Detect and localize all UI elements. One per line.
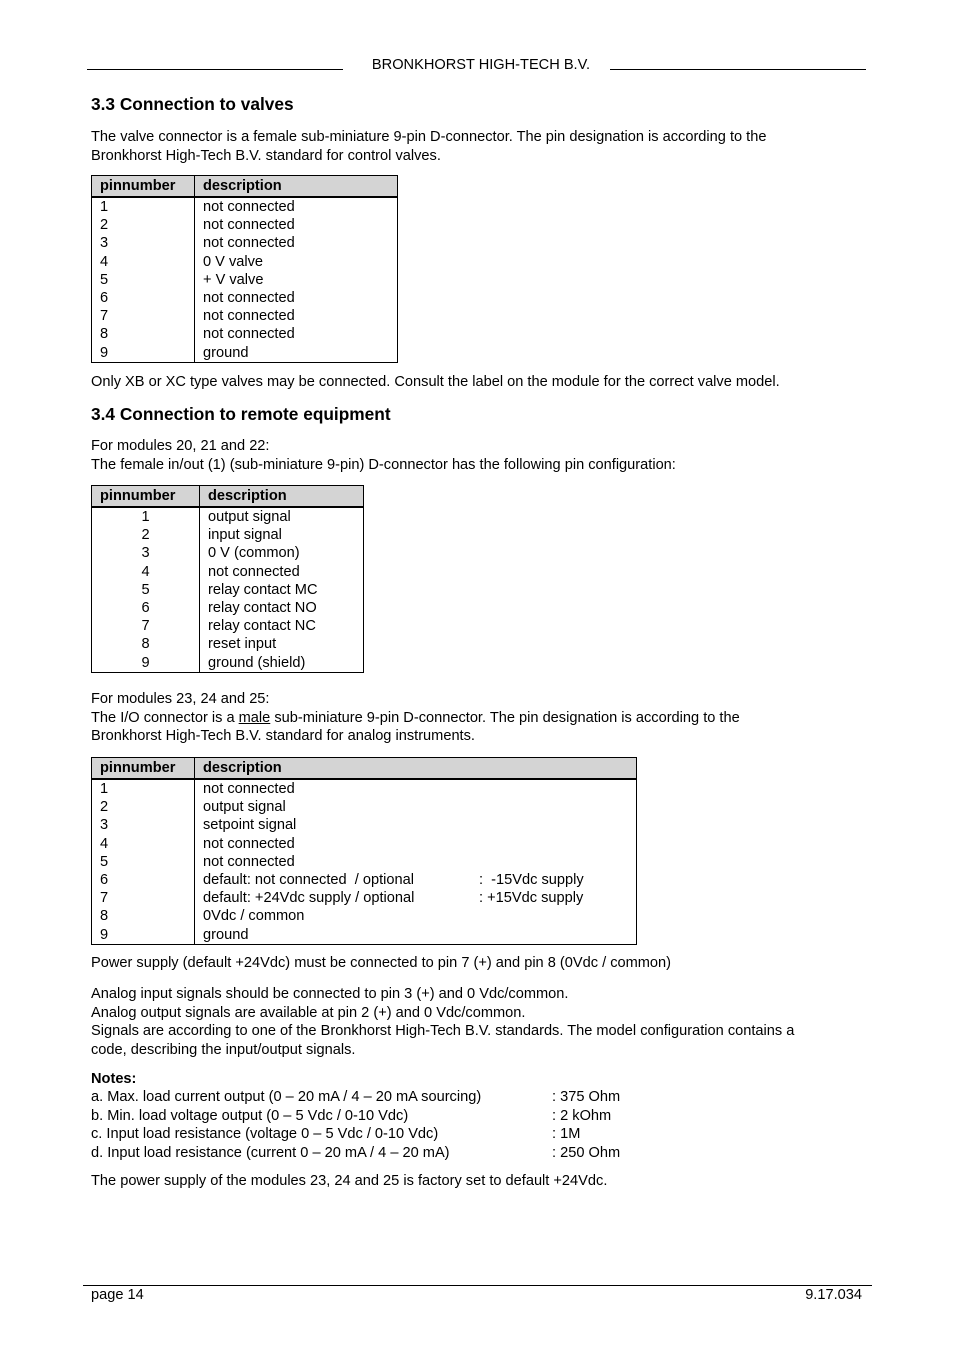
pin-cell: 6 (92, 599, 200, 617)
desc-cell: output signal (208, 509, 291, 525)
note-item (91, 1088, 691, 1106)
table-row (92, 197, 398, 216)
pin-cell: 3 (92, 544, 200, 562)
desc-cell (195, 926, 637, 945)
intro-line: The female in/out (1) (sub-miniature 9-pin) D-connector has the following pin configuration: (91, 456, 676, 473)
note-value: : 250 Ohm (552, 1144, 621, 1161)
desc-cell: not connected (203, 308, 295, 325)
male-emphasis: male (238, 709, 271, 726)
note-value: : 2 kOhm (552, 1107, 612, 1124)
note-value: : 375 Ohm (552, 1089, 621, 1106)
desc-text: not connected (203, 835, 295, 852)
table-row (92, 526, 364, 544)
pin-cell: 6 (92, 871, 195, 889)
table-header-row (92, 176, 398, 198)
table-row (92, 871, 637, 889)
intro-line: For modules 23, 24 and 25: (91, 691, 270, 707)
pin-cell: 4 (92, 253, 195, 271)
col-pinnumber: pinnumber (92, 758, 195, 780)
pin-cell: 2 (92, 798, 195, 816)
desc-cell (195, 779, 637, 798)
table-row (92, 635, 364, 653)
desc-text: setpoint signal (203, 817, 297, 834)
intro-line (91, 709, 740, 728)
intro-line: For modules 20, 21 and 22: (91, 438, 270, 454)
desc-cell: relay contact NO (208, 600, 317, 617)
modules-b-intro (91, 690, 740, 746)
desc-text: not connected (203, 781, 295, 797)
note-item (91, 1144, 691, 1162)
power-supply-note: Power supply (default +24Vdc) must be connected to pin 7 (+) and pin 8 (0Vdc / common) (91, 955, 672, 971)
table-row (92, 544, 364, 562)
header-company: BRONKHORST HIGH-TECH B.V. (371, 57, 591, 73)
pin-cell: 1 (92, 507, 200, 526)
desc-cell (195, 853, 637, 871)
pin-cell: 2 (92, 526, 200, 544)
signals-line: Analog output signals are available at pin 2 (+) and 0 Vdc/common. (91, 1004, 526, 1021)
note-label: b. Min. load voltage output (0 – 5 Vdc / 0-10 Vdc) (91, 1107, 409, 1124)
table-row (92, 253, 398, 271)
pin-cell: 9 (92, 344, 195, 363)
pin-cell: 9 (92, 926, 195, 945)
desc-cell (195, 907, 637, 925)
table-row (92, 798, 637, 816)
intro-line: The valve connector is a female sub-miniature 9-pin D-connector. The pin designation is according to the (91, 129, 767, 145)
col-description: description (195, 758, 637, 780)
table-row (92, 325, 398, 343)
pin-cell: 9 (92, 654, 200, 673)
desc-cell (195, 816, 637, 834)
desc-cell: reset input (208, 636, 277, 653)
desc-cell: 0 V valve (203, 253, 264, 270)
desc-cell: 0 V (common) (208, 545, 300, 562)
signals-paragraph (91, 985, 794, 1059)
table-row (92, 307, 398, 325)
desc-text: ground (203, 926, 249, 943)
desc-cell: not connected (203, 235, 295, 252)
pin-cell: 8 (92, 325, 195, 343)
pin-cell: 2 (92, 216, 195, 234)
remote-pin-table-a (91, 485, 364, 673)
table-row (92, 926, 637, 945)
pin-cell: 4 (92, 835, 195, 853)
table-row (92, 581, 364, 599)
pin-cell: 6 (92, 289, 195, 307)
table-row (92, 889, 637, 907)
table-row (92, 617, 364, 635)
table-row (92, 779, 637, 798)
desc-cell: not connected (203, 290, 295, 307)
optional-supply: : +15Vdc supply (479, 890, 584, 907)
note-item (91, 1125, 691, 1143)
desc-text: output signal (203, 799, 286, 816)
intro-text: The I/O connector is a (91, 709, 239, 726)
desc-cell (195, 871, 637, 889)
notes-block (91, 1070, 731, 1160)
intro-line: Bronkhorst High-Tech B.V. standard for analog instruments. (91, 728, 475, 744)
desc-text: 0Vdc / common (203, 908, 305, 925)
pin-cell: 8 (92, 635, 200, 653)
table-row (92, 216, 398, 234)
pin-cell: 4 (92, 563, 200, 581)
remote-pin-table-b (91, 757, 637, 945)
intro-text: sub-miniature 9-pin D-connector. The pin designation is according to the (270, 709, 740, 726)
pin-cell: 5 (92, 853, 195, 871)
note-label: a. Max. load current output (0 – 20 mA / 4 – 20 mA sourcing) (91, 1089, 482, 1106)
pin-cell: 1 (92, 779, 195, 798)
desc-cell: relay contact NC (208, 618, 316, 635)
signals-line: Signals are according to one of the Bronkhorst High-Tech B.V. standards. The model configuration contains a (91, 1023, 795, 1039)
modules-a-intro (91, 437, 676, 474)
desc-text: default: not connected / optional (203, 872, 414, 889)
pin-cell: 8 (92, 907, 195, 925)
table-row (92, 816, 637, 834)
table-row (92, 835, 637, 853)
desc-cell (195, 835, 637, 853)
header-rule-right (610, 69, 866, 70)
valve-pin-table (91, 175, 398, 363)
note-label: d. Input load resistance (current 0 – 20 mA / 4 – 20 mA) (91, 1144, 450, 1161)
section-3-3-intro (91, 128, 766, 165)
desc-cell: + V valve (203, 271, 264, 288)
table-row (92, 907, 637, 925)
table-row (92, 271, 398, 289)
signals-line: code, describing the input/output signals. (91, 1041, 356, 1058)
factory-setting-note: The power supply of the modules 23, 24 and 25 is factory set to default +24Vdc. (91, 1173, 608, 1189)
desc-cell: ground (shield) (208, 654, 306, 671)
desc-cell: not connected (208, 563, 300, 580)
footer-page-number: page 14 (91, 1287, 144, 1303)
desc-text: default: +24Vdc supply / optional (203, 890, 415, 907)
pin-cell: 1 (92, 197, 195, 216)
pin-cell: 3 (92, 234, 195, 252)
footer-rule (83, 1285, 872, 1286)
desc-text: not connected (203, 853, 295, 870)
note-label: c. Input load resistance (voltage 0 – 5 Vdc / 0-10 Vdc) (91, 1126, 439, 1143)
table-header-row (92, 758, 637, 780)
signals-line: Analog input signals should be connected to pin 3 (+) and 0 Vdc/common. (91, 986, 569, 1002)
table-header-row (92, 486, 364, 508)
pin-cell: 5 (92, 581, 200, 599)
pin-cell: 7 (92, 307, 195, 325)
section-3-4-title: 3.4 Connection to remote equipment (91, 404, 391, 424)
table-row (92, 344, 398, 363)
col-description: description (195, 176, 398, 198)
table-row (92, 563, 364, 581)
desc-cell: relay contact MC (208, 581, 318, 598)
valve-type-note: Only XB or XC type valves may be connected. Consult the label on the module for the correct valve model. (91, 374, 780, 390)
pin-cell: 5 (92, 271, 195, 289)
desc-cell: not connected (203, 199, 295, 215)
note-item (91, 1107, 691, 1125)
desc-cell: input signal (208, 527, 282, 544)
table-row (92, 853, 637, 871)
col-pinnumber: pinnumber (92, 176, 195, 198)
table-row (92, 507, 364, 526)
pin-cell: 7 (92, 617, 200, 635)
table-row (92, 289, 398, 307)
footer-doc-number: 9.17.034 (805, 1287, 862, 1303)
section-3-3-title: 3.3 Connection to valves (91, 94, 294, 114)
optional-supply: : -15Vdc supply (479, 872, 584, 889)
intro-line: Bronkhorst High-Tech B.V. standard for control valves. (91, 147, 441, 164)
desc-cell (195, 798, 637, 816)
table-row (92, 654, 364, 673)
header-rule-left (87, 69, 343, 70)
desc-cell (195, 889, 637, 907)
col-pinnumber: pinnumber (92, 486, 200, 508)
desc-cell: not connected (203, 217, 295, 234)
notes-title: Notes: (91, 1071, 137, 1087)
table-row (92, 599, 364, 617)
pin-cell: 7 (92, 889, 195, 907)
desc-cell: ground (203, 344, 249, 361)
col-description: description (200, 486, 364, 508)
table-row (92, 234, 398, 252)
note-value: : 1M (552, 1126, 581, 1143)
pin-cell: 3 (92, 816, 195, 834)
desc-cell: not connected (203, 326, 295, 343)
